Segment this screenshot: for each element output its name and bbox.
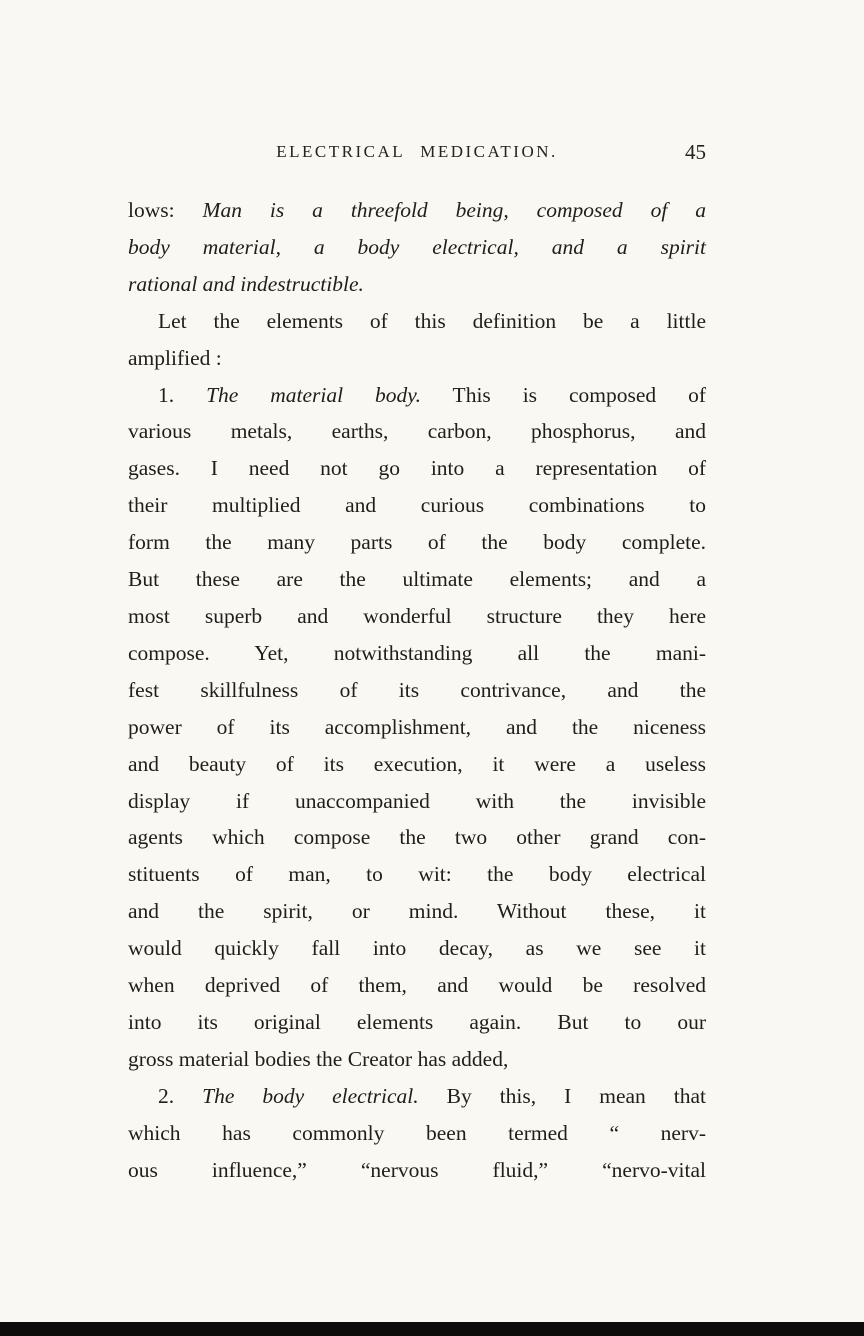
italic-text: The body electrical. bbox=[202, 1083, 419, 1108]
text-line bbox=[128, 1152, 706, 1189]
text-line bbox=[128, 1004, 706, 1041]
text-line bbox=[128, 783, 706, 820]
page-header bbox=[128, 142, 706, 170]
text-line bbox=[128, 672, 706, 709]
body-text: gases. I need not go into a representation of bbox=[128, 456, 706, 481]
text-line bbox=[128, 598, 706, 635]
text-line bbox=[128, 229, 706, 266]
body-text: would quickly fall into decay, as we see it bbox=[128, 936, 706, 961]
body-text: most superb and wonderful structure they here bbox=[128, 603, 706, 628]
text-line bbox=[128, 893, 706, 930]
body-text: By this, I mean that bbox=[418, 1083, 706, 1108]
text-line bbox=[128, 303, 706, 340]
body-text: 1. bbox=[158, 382, 207, 407]
body-text: fest skillfulness of its contrivance, and the bbox=[128, 677, 706, 702]
text-line bbox=[128, 192, 706, 229]
text-line bbox=[128, 413, 706, 450]
scan-edge-artifact bbox=[0, 1322, 864, 1336]
italic-text: rational and indestructible. bbox=[128, 271, 364, 296]
text-line bbox=[128, 1041, 706, 1078]
text-line bbox=[128, 635, 706, 672]
text-line bbox=[128, 377, 706, 414]
body-text: But these are the ultimate elements; and a bbox=[128, 567, 706, 592]
body-text: power of its accomplishment, and the niceness bbox=[128, 714, 706, 739]
running-header: ELECTRICAL MEDICATION. bbox=[276, 142, 558, 161]
body-text: and the spirit, or mind. Without these, it bbox=[128, 899, 706, 924]
body-text: their multiplied and curious combinations to bbox=[128, 493, 706, 518]
body-text: and beauty of its execution, it were a useless bbox=[128, 751, 706, 776]
text-line bbox=[128, 487, 706, 524]
text-line bbox=[128, 524, 706, 561]
body-text: gross material bodies the Creator has added, bbox=[128, 1046, 509, 1071]
body-text: 2. bbox=[158, 1083, 203, 1108]
text-line bbox=[128, 930, 706, 967]
body-text: agents which compose the two other grand con- bbox=[128, 825, 706, 850]
body-text: This is composed of bbox=[421, 382, 706, 407]
body-text: compose. Yet, notwithstanding all the mani- bbox=[128, 640, 706, 665]
text-line bbox=[128, 561, 706, 598]
italic-text: Man is a threefold being, composed of a bbox=[202, 198, 706, 222]
body-text: which has commonly been termed “ nerv- bbox=[128, 1120, 706, 1145]
text-line bbox=[128, 266, 706, 303]
page-number: 45 bbox=[685, 140, 706, 164]
text-line bbox=[128, 819, 706, 856]
body-text: when deprived of them, and would be resolved bbox=[128, 973, 706, 998]
italic-text: The material body. bbox=[206, 382, 422, 407]
body-text: stituents of man, to wit: the body electrical bbox=[128, 862, 706, 887]
body-text: lows: bbox=[128, 198, 203, 222]
body-text: Let the elements of this definition be a little bbox=[158, 308, 706, 333]
body-text: form the many parts of the body complete. bbox=[128, 530, 706, 555]
text-line bbox=[128, 856, 706, 893]
text-line bbox=[128, 967, 706, 1004]
body-text: into its original elements again. But to our bbox=[128, 1009, 706, 1034]
body-text: various metals, earths, carbon, phosphorus, and bbox=[128, 419, 706, 444]
body-text: ous influence,” “nervous fluid,” “nervo-vital bbox=[128, 1157, 706, 1182]
text-line bbox=[128, 1115, 706, 1152]
body-text: amplified : bbox=[128, 345, 222, 370]
text-line bbox=[128, 746, 706, 783]
text-line bbox=[128, 1078, 706, 1115]
italic-text: body material, a body electrical, and a spirit bbox=[128, 234, 706, 259]
text-line bbox=[128, 709, 706, 746]
text-line bbox=[128, 340, 706, 377]
body-text: display if unaccompanied with the invisible bbox=[128, 788, 706, 813]
page-body bbox=[128, 192, 706, 1188]
text-line bbox=[128, 450, 706, 487]
